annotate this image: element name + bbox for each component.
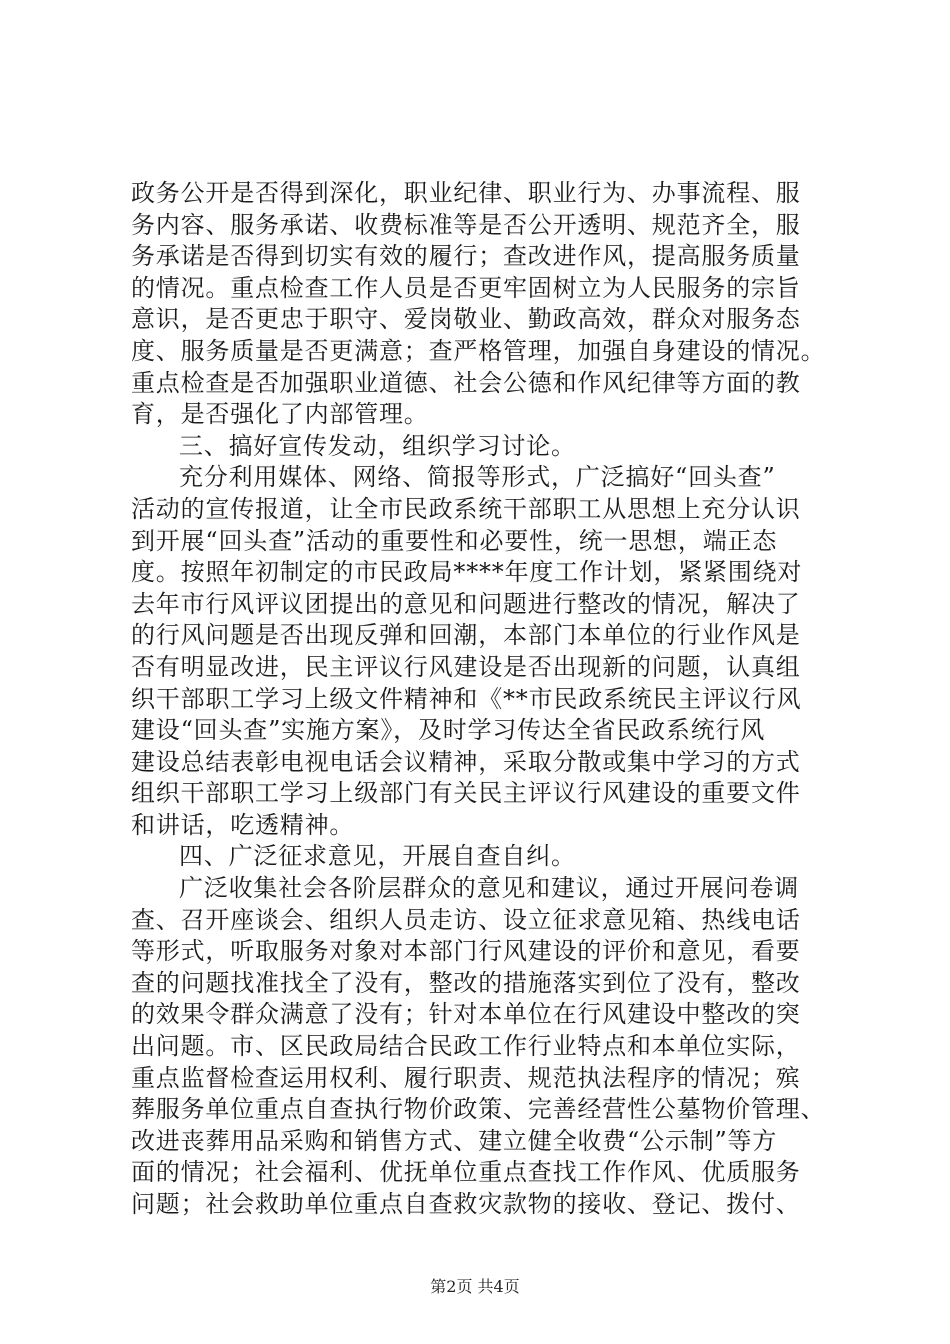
text-line: 务内容、服务承诺、收费标准等是否公开透明、规范齐全，服 [131,210,801,239]
text-line: 等形式，听取服务对象对本部门行风建设的评价和意见，看要 [131,937,801,966]
text-line: 出问题。市、区民政局结合民政工作行业特点和本单位实际， [131,1032,801,1061]
text-line: 组织干部职工学习上级部门有关民主评议行风建设的重要文件 [131,779,801,808]
text-line: 查、召开座谈会、组织人员走访、设立征求意见箱、热线电话 [131,905,801,934]
text-line: 充分利用媒体、网络、简报等形式，广泛搞好“回头查” [179,463,776,492]
text-line: 的情况。重点检查工作人员是否更牢固树立为人民服务的宗旨 [131,273,801,302]
text-line: 政务公开是否得到深化，职业纪律、职业行为、办事流程、服 [131,179,801,207]
text-line: 的行风问题是否出现反弹和回潮，本部门本单位的行业作风是 [131,621,801,650]
text-line: 到开展“回头查”活动的重要性和必要性，统一思想，端正态 [131,526,778,555]
text-line: 意识，是否更忠于职守、爱岗敬业、勤政高效，群众对服务态 [131,305,801,334]
section-heading: 四、广泛征求意见，开展自查自纠。 [179,842,576,871]
text-line: 改进丧葬用品采购和销售方式、建立健全收费“公示制”等方 [131,1126,778,1155]
text-line: 重点检查是否加强职业道德、社会公德和作风纪律等方面的教 [131,368,801,397]
text-line: 问题；社会救助单位重点自查救灾款物的接收、登记、拨付、 [131,1190,801,1218]
text-line: 广泛收集社会各阶层群众的意见和建议，通过开展问卷调 [179,874,799,903]
document-body [131,178,843,1221]
text-line: 务承诺是否得到切实有效的履行；查改进作风，提高服务质量 [131,242,801,271]
text-line: 建设“回头查”实施方案》，及时学习传达全省民政系统行风 [131,716,766,745]
page-number-footer: 第2页 共4页 [430,1277,520,1296]
section-heading: 三、搞好宣传发动，组织学习讨论。 [179,431,576,460]
text-line: 的效果令群众满意了没有；针对本单位在行风建设中整改的突 [131,1000,801,1029]
text-line: 葬服务单位重点自查执行物价政策、完善经营性公墓物价管理、 [131,1095,826,1124]
text-line: 面的情况；社会福利、优抚单位重点查找工作作风、优质服务 [131,1158,801,1187]
text-line: 建设总结表彰电视电话会议精神，采取分散或集中学习的方式 [131,747,801,776]
text-line: 织干部职工学习上级文件精神和《**市民政系统民主评议行风 [131,684,802,713]
text-line: 活动的宣传报道，让全市民政系统干部职工从思想上充分认识 [131,494,801,523]
text-line: 查的问题找准找全了没有，整改的措施落实到位了没有，整改 [131,968,801,997]
text-line: 度。按照年初制定的市民政局****年度工作计划，紧紧围绕对 [131,558,803,587]
text-line: 否有明显改进，民主评议行风建设是否出现新的问题，认真组 [131,652,801,681]
text-line: 去年市行风评议团提出的意见和问题进行整改的情况，解决了 [131,589,801,618]
text-line: 和讲话，吃透精神。 [131,810,355,839]
text-line: 重点监督检查运用权利、履行职责、规范执法程序的情况；殡 [131,1063,801,1092]
text-line: 育，是否强化了内部管理。 [131,400,429,429]
text-line: 度、服务质量是否更满意；查严格管理，加强自身建设的情况。 [131,336,826,365]
